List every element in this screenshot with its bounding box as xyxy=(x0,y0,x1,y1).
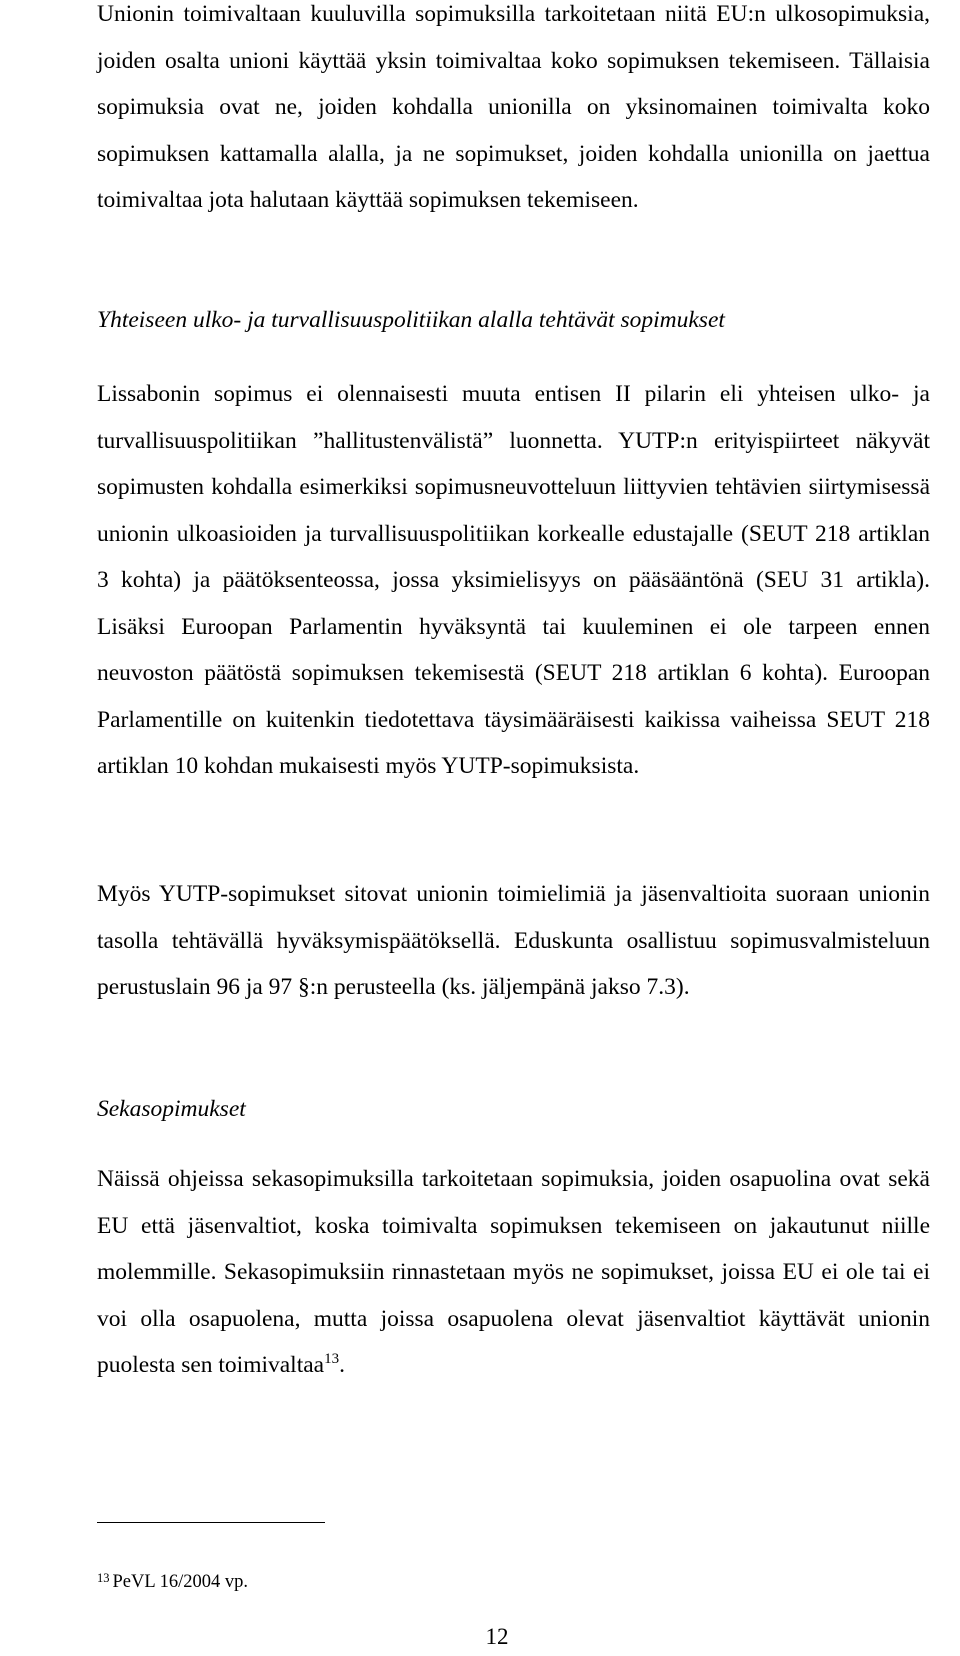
document-page xyxy=(97,0,930,1656)
paragraph-mixed-agreements-end: . xyxy=(339,1352,345,1378)
footnote xyxy=(97,1568,930,1596)
footnote-divider xyxy=(97,1522,325,1523)
page-number: 12 xyxy=(485,1624,509,1649)
paragraph-cfsp-binding: Myös YUTP-sopimukset sitovat unionin toimielimiä ja jäsenvaltioita suoraan unionin tasolla tehtävällä hyväksymispäätöksellä. Eduskunta osallistuu sopimusvalmisteluun perustuslain 96 ja 97 §:n perusteella (ks. jäljempänä jakso 7.3). xyxy=(97,881,930,1000)
paragraph-union-competence: Unionin toimivaltaan kuuluvilla sopimuksilla tarkoitetaan niitä EU:n ulkosopimuksia, joiden osalta unioni käyttää yksin toimivaltaa koko sopimuksen tekemiseen. Tällaisia sopimuksia ovat ne, joiden kohdalla unionilla on yksinomainen toimivalta koko sopimuksen kattamalla alalla, ja ne sopimukset, joiden kohdalla unionilla on jaettua toimivaltaa jota halutaan käyttää sopimuksen tekemiseen. xyxy=(97,1,930,213)
heading-mixed-agreements: Sekasopimukset xyxy=(97,1096,246,1122)
heading-cfsp-agreements: Yhteiseen ulko- ja turvallisuuspolitiikan alalla tehtävät sopimukset xyxy=(97,307,725,333)
paragraph-mixed-agreements xyxy=(97,1156,930,1389)
footnote-reference: 13 xyxy=(324,1351,340,1367)
paragraph-mixed-agreements-text: Näissä ohjeissa sekasopimuksilla tarkoitetaan sopimuksia, joiden osapuolina ovat sekä EU että jäsenvaltiot, koska toimivalta sopimuksen tekemiseen on jakautunut niille molemmille. Sekasopimuksiin rinnastetaan myös ne sopimukset, joissa EU ei ole tai ei voi olla osapuolena, mutta joissa osapuolena olevat jäsenvaltiot käyttävät unionin puolesta sen toimivaltaa xyxy=(97,1166,930,1378)
footnote-text: PeVL 16/2004 vp. xyxy=(112,1572,248,1592)
footnote-number: 13 xyxy=(97,1571,110,1585)
paragraph-lisbon-treaty: Lissabonin sopimus ei olennaisesti muuta entisen II pilarin eli yhteisen ulko- ja turvallisuuspolitiikan ”hallitustenvälistä” luonnetta. YUTP:n erityispiirteet näkyvät sopimusten kohdalla esimerkiksi sopimusneuvotteluun liittyvien tehtävien siirtymisessä unionin ulkoasioiden ja turvallisuuspolitiikan korkealle edustajalle (SEUT 218 artiklan 3 kohta) ja päätöksenteossa, jossa yksimielisyys on pääsääntönä (SEU 31 artikla). Lisäksi Euroopan Parlamentin hyväksyntä tai kuuleminen ei ole tarpeen ennen neuvoston päätöstä sopimuksen tekemisestä (SEUT 218 artiklan 6 kohta). Euroopan Parlamentille on kuitenkin tiedotettava täysimääräisesti kaikissa vaiheissa SEUT 218 artiklan 10 kohdan mukaisesti myös YUTP-sopimuksista. xyxy=(97,381,930,779)
